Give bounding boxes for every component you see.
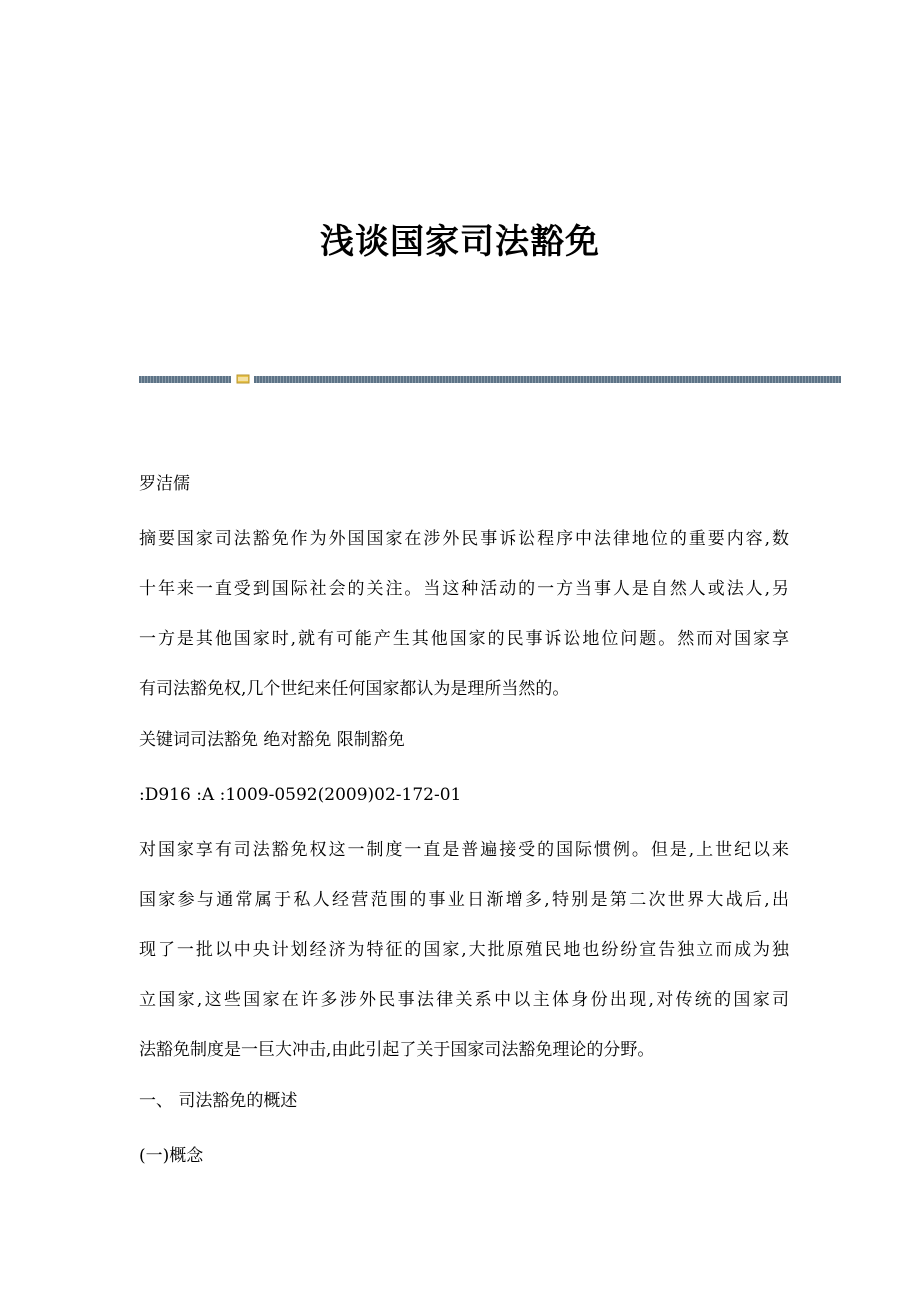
body-line: 法豁免制度是一巨大冲击,由此引起了关于国家司法豁免理论的分野。: [139, 1040, 655, 1060]
abstract-line: 一方是其他国家时,就有可能产生其他国家的民事诉讼地位问题。然而对国家享: [139, 629, 789, 649]
body-paragraph: [139, 832, 789, 1068]
body-line: 现了一批以中央计划经济为特征的国家,大批原殖民地也纷纷宣告独立而成为独: [139, 940, 789, 960]
keywords-line: 关键词司法豁免 绝对豁免 限制豁免: [139, 730, 405, 750]
body-line: 立国家,这些国家在许多涉外民事法律关系中以主体身份出现,对传统的国家司: [139, 990, 789, 1010]
classification-line: :D916 :A :1009-0592(2009)02-172-01: [139, 785, 462, 805]
title-divider: [139, 372, 841, 386]
section-heading: 一、 司法豁免的概述: [139, 1091, 298, 1111]
document-title: 浅谈国家司法豁免: [320, 222, 600, 262]
body-line: 国家参与通常属于私人经营范围的事业日渐增多,特别是第二次世界大战后,出: [139, 890, 789, 910]
abstract-paragraph: [139, 521, 789, 707]
body-line: 对国家享有司法豁免权这一制度一直是普遍接受的国际惯例。但是,上世纪以来: [139, 840, 789, 860]
abstract-line: 十年来一直受到国际社会的关注。当这种活动的一方当事人是自然人或法人,另: [139, 579, 789, 599]
ornament-icon: [236, 372, 250, 386]
abstract-line: 有司法豁免权,几个世纪来任何国家都认为是理所当然的。: [139, 679, 570, 699]
divider-bar-left: [139, 376, 231, 383]
author-name: 罗洁儒: [139, 474, 190, 494]
divider-bar-right: [254, 376, 841, 383]
subsection-heading: (一)概念: [139, 1146, 204, 1166]
abstract-line: 摘要国家司法豁免作为外国国家在涉外民事诉讼程序中法律地位的重要内容,数: [139, 529, 789, 549]
